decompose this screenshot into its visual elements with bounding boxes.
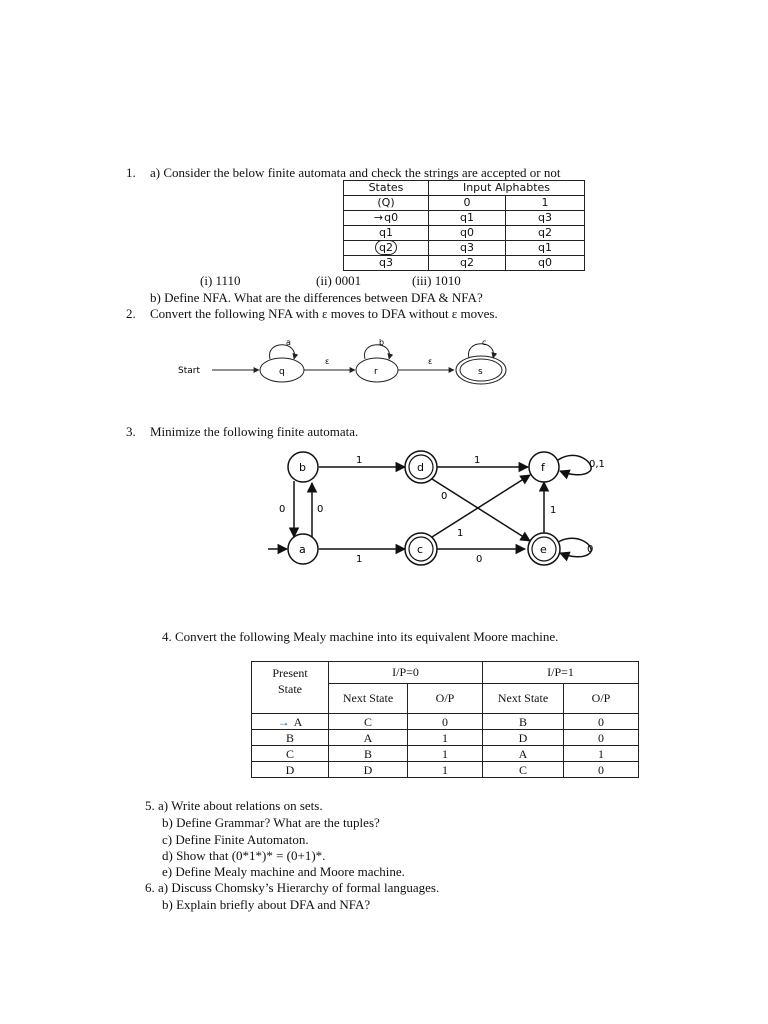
label-d-f: 1 (474, 455, 481, 466)
q2-text: Convert the following NFA with ε moves to DFA without ε moves. (150, 306, 498, 321)
table-header-states: States (344, 181, 429, 196)
ns1-cell: B (483, 714, 564, 730)
q2-number: 2. (126, 306, 136, 321)
op1-cell: 1 (564, 746, 639, 762)
string-3: (iii) 1010 (412, 273, 461, 288)
state-a-label: a (299, 543, 306, 556)
state-label: q1 (344, 226, 429, 241)
string-2: (ii) 0001 (316, 273, 362, 288)
loop-q-label: a (286, 338, 291, 347)
ns1-cell: C (483, 762, 564, 778)
loop-r (364, 345, 389, 359)
table-row (252, 746, 639, 762)
ip0-header: I/P=0 (329, 662, 483, 684)
cell-on0: q1 (429, 211, 506, 226)
label-c-e: 0 (476, 554, 483, 565)
ns0-cell: B (329, 746, 408, 762)
state-f-label: f (541, 461, 545, 474)
ns0-cell: D (329, 762, 408, 778)
cell-on1: q1 (506, 241, 585, 256)
nfa-diagram (170, 330, 530, 400)
q5a-text: 5. a) Write about relations on sets. (145, 798, 323, 813)
next-state-header-0: Next State (329, 683, 408, 713)
ip1-header: I/P=1 (483, 662, 639, 684)
eps-label-qr: ε (325, 357, 330, 366)
start-arrow-icon: → (373, 211, 384, 224)
q3-number: 3. (126, 424, 136, 439)
table-subheader-0: 0 (429, 196, 506, 211)
string-1: (i) 1110 (200, 273, 241, 288)
cell-on0: q0 (429, 226, 506, 241)
q6a-text: 6. a) Discuss Chomsky’s Hierarchy of formal languages. (145, 880, 440, 895)
state-c-label: c (417, 543, 424, 556)
label-c-f: 1 (457, 528, 464, 539)
ns0-cell: C (329, 714, 408, 730)
transition-table (343, 180, 585, 271)
label-e-f: 1 (550, 505, 557, 516)
cell-on1: q0 (506, 256, 585, 271)
ns0-cell: A (329, 730, 408, 746)
q5b-text: b) Define Grammar? What are the tuples? (162, 815, 380, 830)
op1-cell: 0 (564, 730, 639, 746)
start-arrow-icon: → (277, 714, 290, 729)
table-subheader-q: (Q) (344, 196, 429, 211)
present-state-label: Present State (272, 666, 308, 696)
state-label: C (252, 746, 329, 762)
label-e-loop: 0 (587, 544, 594, 555)
eps-label-rs: ε (428, 357, 433, 366)
state-d-label: d (417, 461, 424, 474)
state-s-label: s (478, 367, 483, 377)
final-state-cell (344, 241, 429, 256)
loop-s-label: c (482, 338, 487, 347)
ns1-cell: D (483, 730, 564, 746)
cell-on1: q3 (506, 211, 585, 226)
state-r-label: r (374, 367, 378, 377)
start-state-cell (252, 714, 329, 730)
q1a-text: a) Consider the below finite automata and check the strings are accepted or not (150, 165, 561, 180)
next-state-header-1: Next State (483, 683, 564, 713)
label-b-a: 0 (279, 504, 286, 515)
table-row (344, 241, 585, 256)
q1-number: 1. (126, 165, 136, 180)
table-row (252, 762, 639, 778)
cell-on0: q3 (429, 241, 506, 256)
dfa-diagram (260, 445, 620, 575)
edge-d-e (432, 479, 530, 541)
op-header-0: O/P (408, 683, 483, 713)
loop-f (558, 455, 591, 474)
op0-cell: 1 (408, 762, 483, 778)
cell-on1: q2 (506, 226, 585, 241)
state-label: D (252, 762, 329, 778)
cell-on0: q2 (429, 256, 506, 271)
state-label: A (293, 714, 303, 729)
q5c-text: c) Define Finite Automaton. (162, 832, 309, 847)
label-b-d: 1 (356, 455, 363, 466)
mealy-table (251, 661, 639, 778)
state-e-label: e (540, 543, 547, 556)
table-row (252, 714, 639, 730)
q3-text: Minimize the following finite automata. (150, 424, 359, 439)
q6b-text: b) Explain briefly about DFA and NFA? (162, 897, 371, 912)
op1-cell: 0 (564, 762, 639, 778)
edge-c-f (432, 475, 530, 537)
op-header-1: O/P (564, 683, 639, 713)
q5d-text: d) Show that (0*1*)* = (0+1)*. (162, 848, 326, 863)
op1-cell: 0 (564, 714, 639, 730)
start-state-cell (344, 211, 429, 226)
table-row (344, 211, 585, 226)
table-subheader-1: 1 (506, 196, 585, 211)
q4-text: 4. Convert the following Mealy machine into its equivalent Moore machine. (162, 629, 559, 644)
state-q-label: q (279, 367, 285, 377)
state-label: q3 (344, 256, 429, 271)
label-d-e: 0 (441, 491, 448, 502)
state-label: q0 (384, 211, 399, 224)
final-state-circle: q2 (375, 240, 397, 255)
present-state-header (252, 662, 329, 714)
state-label: B (252, 730, 329, 746)
label-a-b: 0 (317, 504, 324, 515)
loop-r-label: b (379, 338, 385, 347)
q1b-text: b) Define NFA. What are the differences between DFA & NFA? (150, 290, 483, 305)
op0-cell: 0 (408, 714, 483, 730)
table-row (344, 256, 585, 271)
label-a-c: 1 (356, 554, 363, 565)
table-row (252, 730, 639, 746)
q5e-text: e) Define Mealy machine and Moore machine. (162, 864, 405, 879)
op0-cell: 1 (408, 746, 483, 762)
op0-cell: 1 (408, 730, 483, 746)
label-f-loop: 0,1 (589, 459, 605, 470)
ns1-cell: A (483, 746, 564, 762)
table-header-input: Input Alphabtes (429, 181, 585, 196)
table-row (344, 226, 585, 241)
state-b-label: b (299, 461, 306, 474)
start-label: Start (178, 366, 200, 376)
